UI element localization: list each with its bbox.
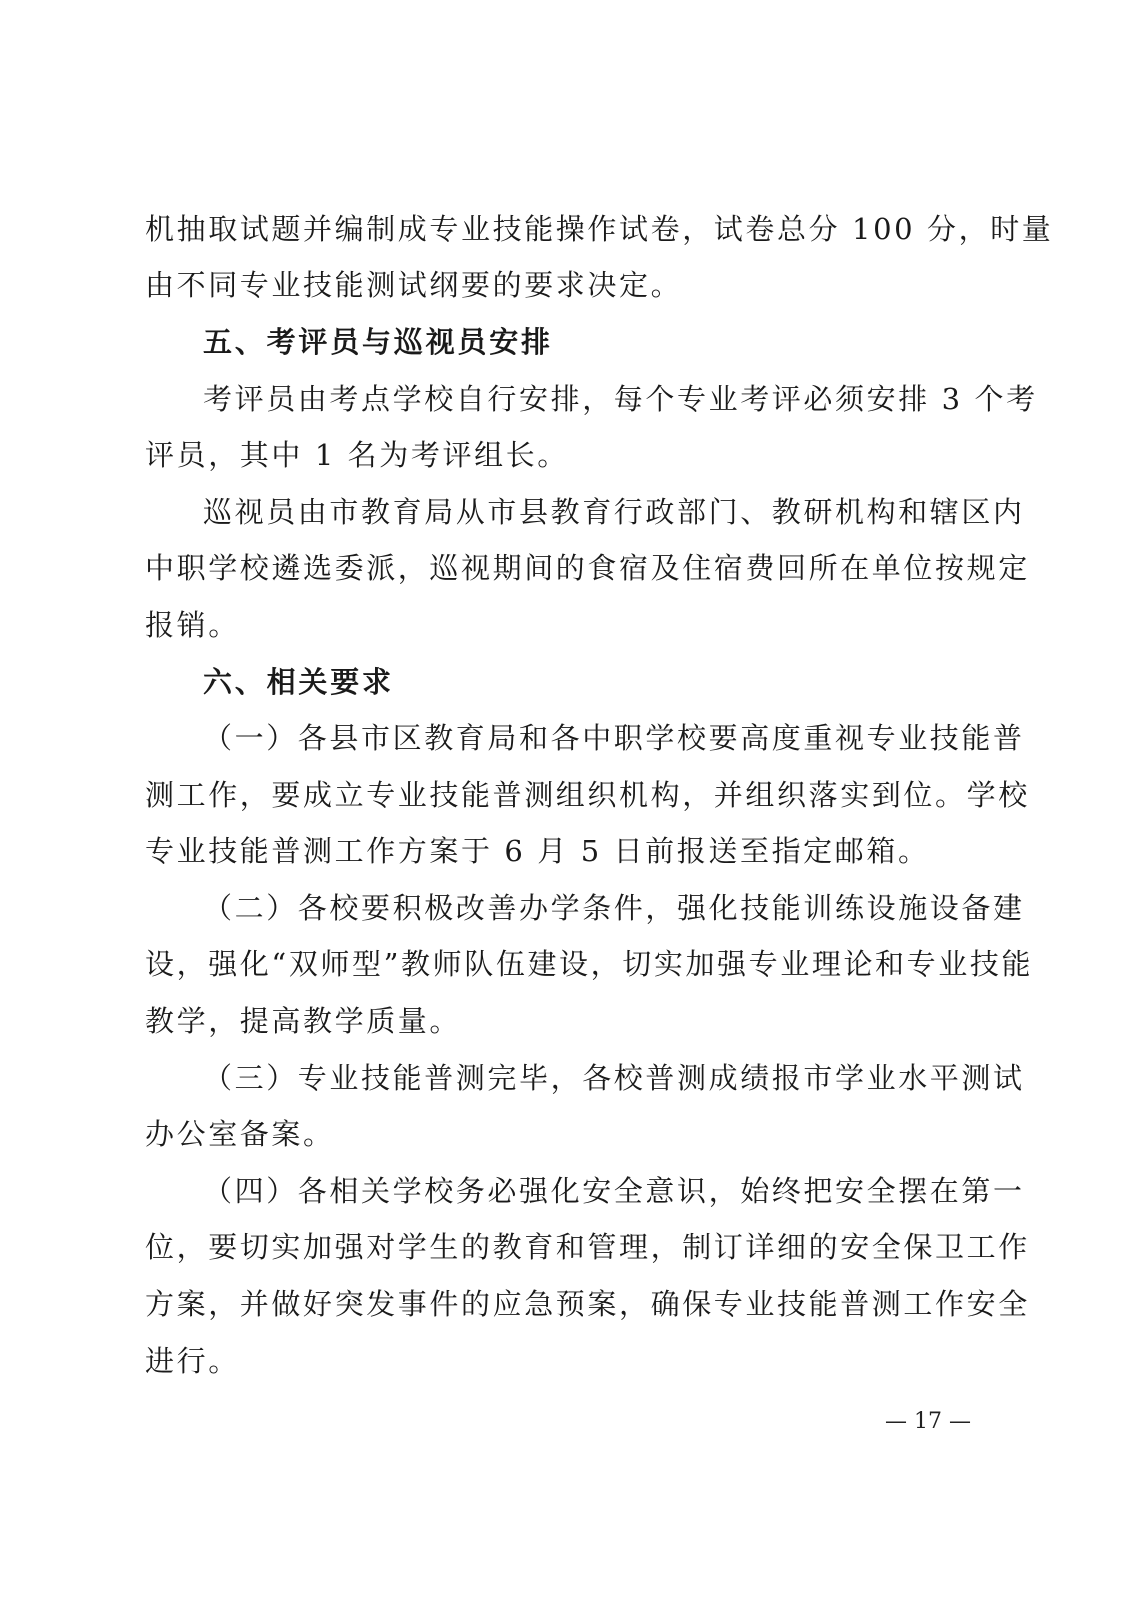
- section-heading-5: 五、考评员与巡视员安排: [203, 325, 553, 359]
- body-text-line: （四）各相关学校务必强化安全意识，始终把安全摆在第一: [203, 1174, 1025, 1208]
- body-text-line: 进行。: [145, 1344, 240, 1378]
- body-text-line: 设，强化“双师型”教师队伍建设，切实加强专业理论和专业技能: [145, 947, 1034, 981]
- body-text-line: 由不同专业技能测试纲要的要求决定。: [145, 268, 683, 302]
- body-text-line: 测工作，要成立专业技能普测组织机构，并组织落实到位。学校: [145, 778, 1030, 812]
- body-text-line: 专业技能普测工作方案于 6 月 5 日前报送至指定邮箱。: [145, 834, 930, 868]
- body-text-line: 中职学校遴选委派，巡视期间的食宿及住宿费回所在单位按规定: [145, 551, 1030, 585]
- body-text-line: 方案，并做好突发事件的应急预案，确保专业技能普测工作安全: [145, 1287, 1030, 1321]
- body-text-line: 办公室备案。: [145, 1117, 335, 1151]
- body-text-line: 评员，其中 1 名为考评组长。: [145, 438, 569, 472]
- body-text-line: （三）专业技能普测完毕，各校普测成绩报市学业水平测试: [203, 1061, 1025, 1095]
- body-text-line: 机抽取试题并编制成专业技能操作试卷，试卷总分 100 分，时量: [145, 212, 1054, 246]
- body-text-line: （二）各校要积极改善办学条件，强化技能训练设施设备建: [203, 891, 1025, 925]
- page-number: — 17 —: [885, 1409, 971, 1434]
- body-text-line: （一）各县市区教育局和各中职学校要高度重视专业技能普: [203, 721, 1025, 755]
- body-text-line: 报销。: [145, 608, 240, 642]
- body-text-line: 考评员由考点学校自行安排，每个专业考评必须安排 3 个考: [203, 382, 1038, 416]
- body-text-line: 巡视员由市教育局从市县教育行政部门、教研机构和辖区内: [203, 495, 1025, 529]
- section-heading-6: 六、相关要求: [203, 665, 394, 699]
- body-text-line: 位，要切实加强对学生的教育和管理，制订详细的安全保卫工作: [145, 1230, 1030, 1264]
- body-text-line: 教学，提高教学质量。: [145, 1004, 462, 1038]
